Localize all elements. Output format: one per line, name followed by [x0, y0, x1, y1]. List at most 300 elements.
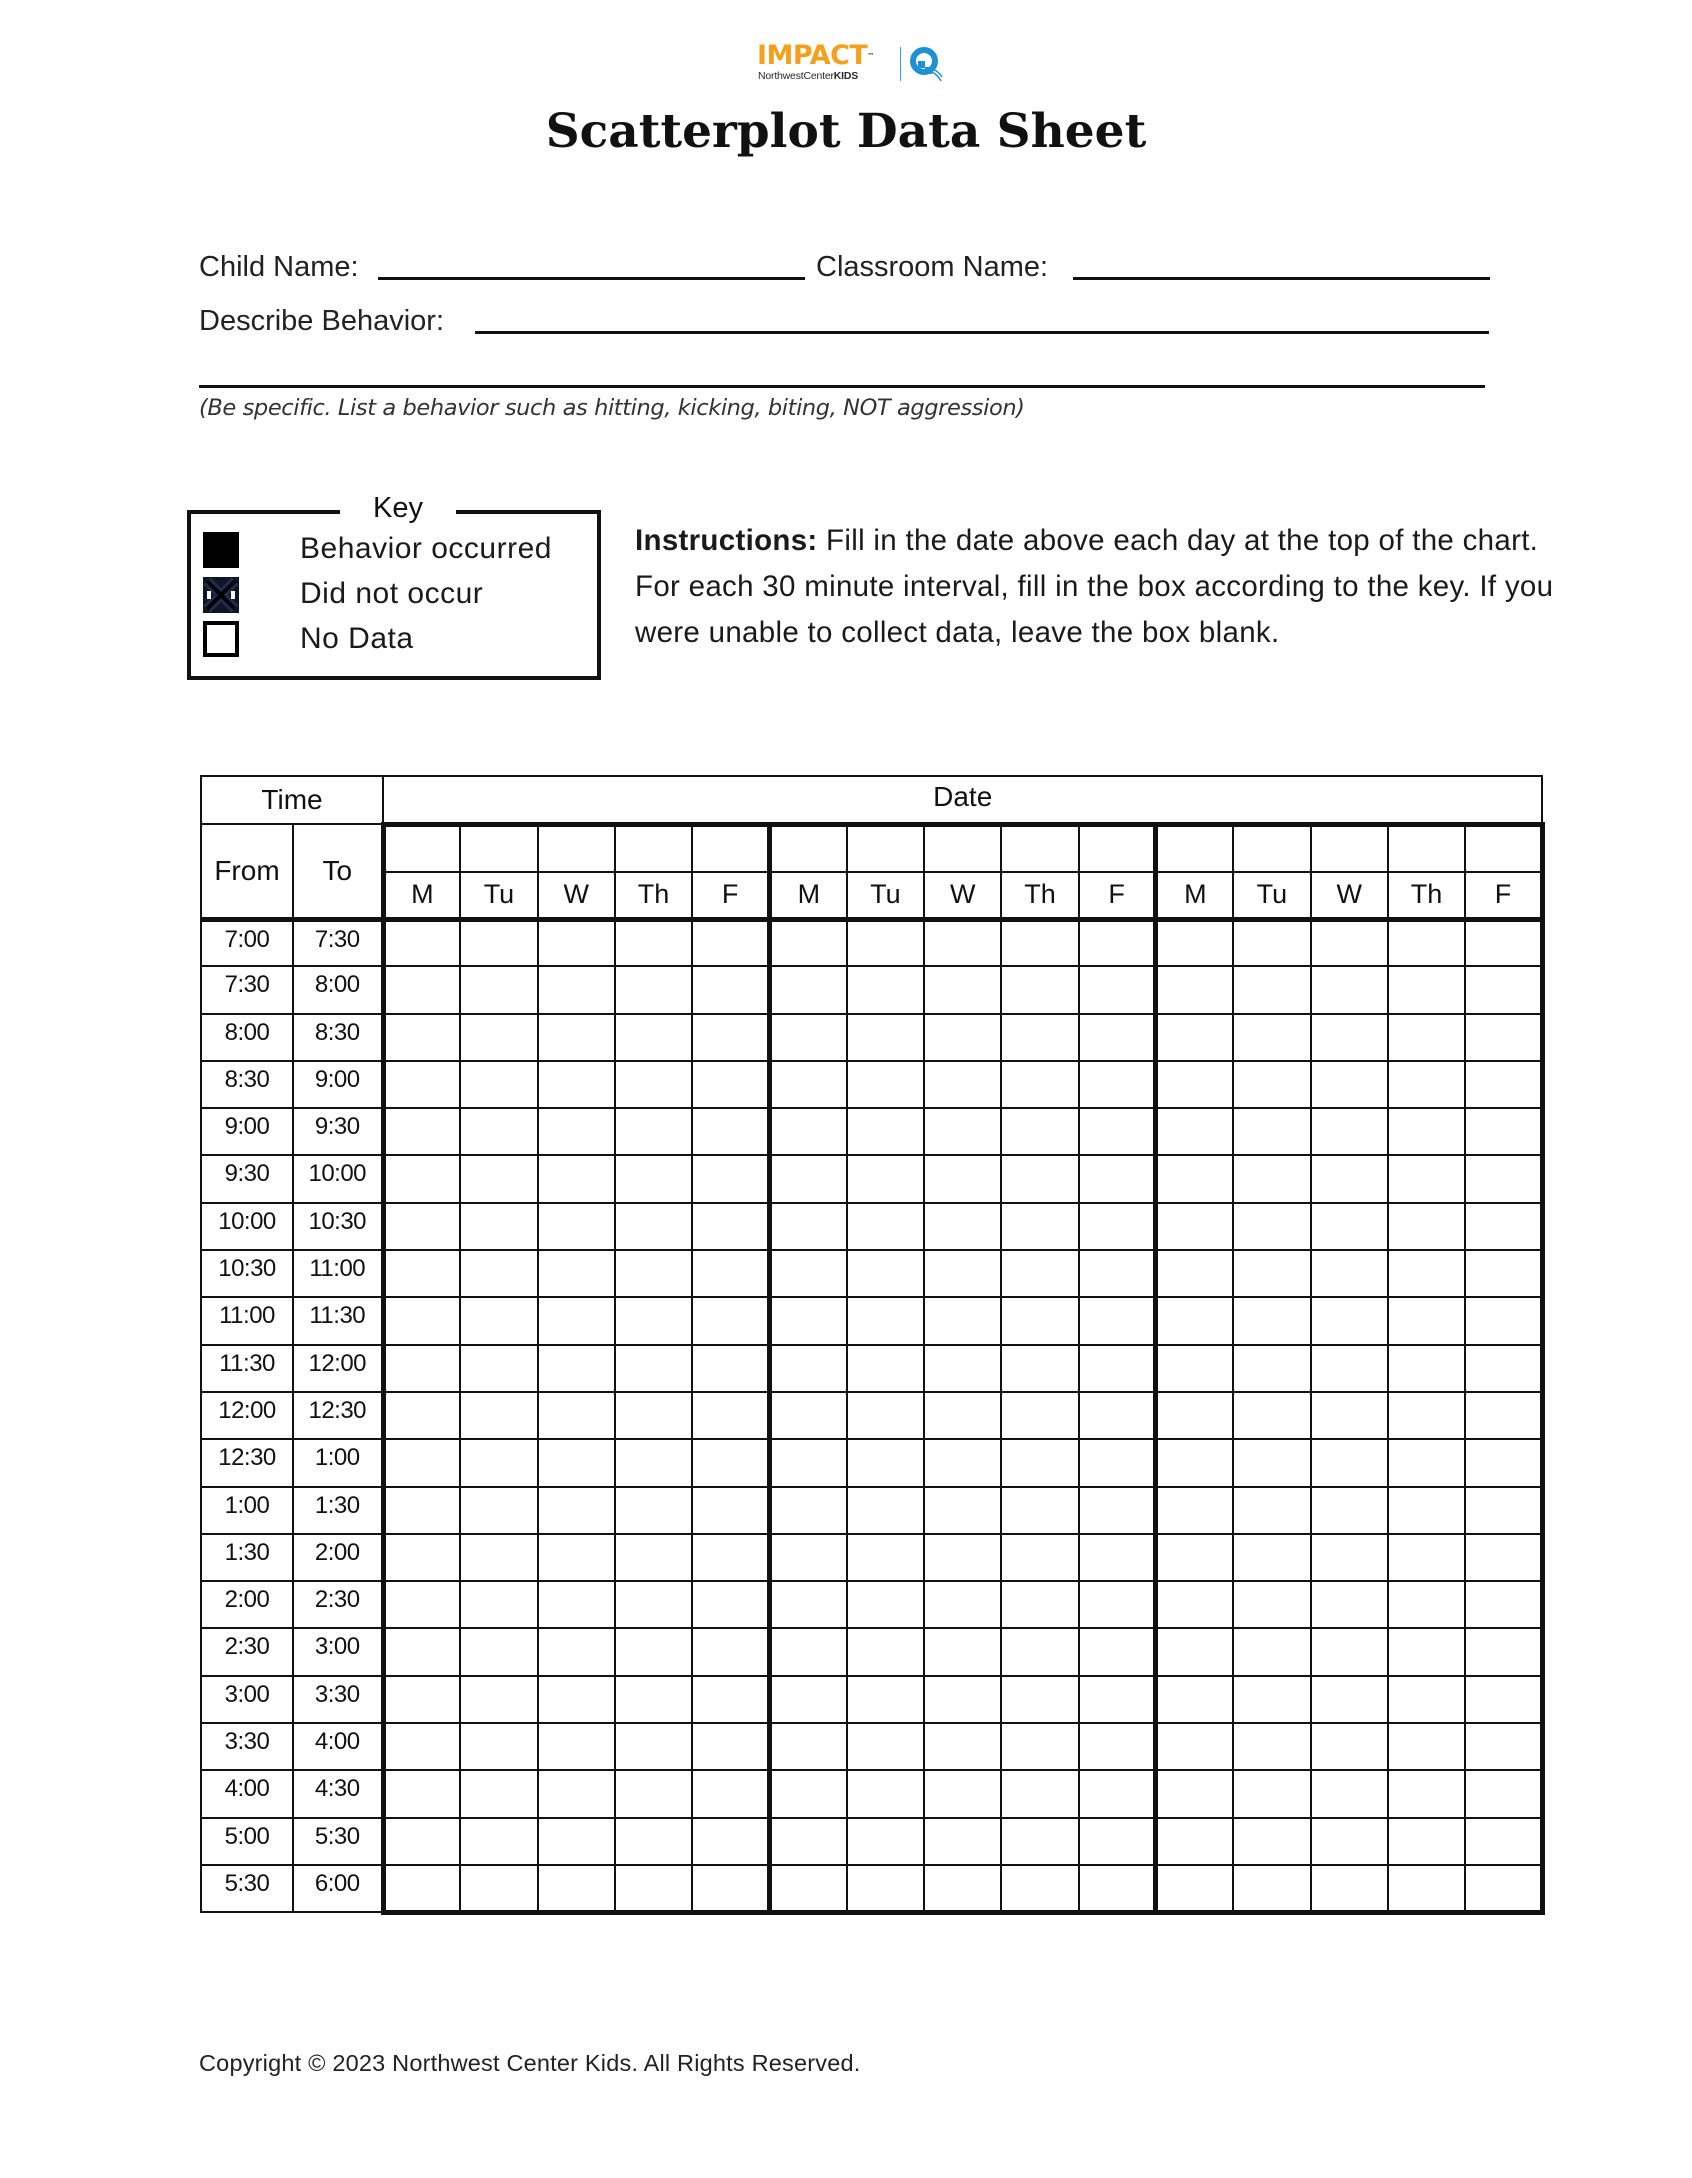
observation-cell[interactable]: [1233, 1061, 1310, 1108]
observation-cell[interactable]: [769, 1723, 846, 1770]
observation-cell[interactable]: [1001, 966, 1078, 1013]
observation-cell[interactable]: [1465, 1770, 1542, 1817]
observation-cell[interactable]: [460, 1581, 537, 1628]
observation-cell[interactable]: [460, 1345, 537, 1392]
observation-cell[interactable]: [538, 1770, 615, 1817]
observation-cell[interactable]: [1388, 1439, 1465, 1486]
observation-cell[interactable]: [769, 1203, 846, 1250]
observation-cell[interactable]: [847, 1581, 924, 1628]
observation-cell[interactable]: [615, 1392, 692, 1439]
observation-cell[interactable]: [1079, 1628, 1156, 1675]
observation-cell[interactable]: [1001, 1250, 1078, 1297]
observation-cell[interactable]: [924, 1014, 1001, 1061]
observation-cell[interactable]: [924, 1203, 1001, 1250]
observation-cell[interactable]: [1233, 1439, 1310, 1486]
observation-cell[interactable]: [1156, 1345, 1233, 1392]
observation-cell[interactable]: [615, 1203, 692, 1250]
date-entry-cell[interactable]: [383, 824, 460, 872]
observation-cell[interactable]: [1233, 1676, 1310, 1723]
observation-cell[interactable]: [538, 1061, 615, 1108]
observation-cell[interactable]: [1079, 966, 1156, 1013]
observation-cell[interactable]: [1388, 1392, 1465, 1439]
observation-cell[interactable]: [1233, 1203, 1310, 1250]
observation-cell[interactable]: [538, 1250, 615, 1297]
observation-cell[interactable]: [615, 1865, 692, 1912]
observation-cell[interactable]: [847, 1487, 924, 1534]
observation-cell[interactable]: [1465, 1676, 1542, 1723]
observation-cell[interactable]: [538, 1534, 615, 1581]
observation-cell[interactable]: [1079, 1534, 1156, 1581]
observation-cell[interactable]: [460, 1061, 537, 1108]
observation-cell[interactable]: [1079, 1865, 1156, 1912]
observation-cell[interactable]: [383, 1203, 460, 1250]
observation-cell[interactable]: [1079, 1392, 1156, 1439]
observation-cell[interactable]: [1156, 1676, 1233, 1723]
observation-cell[interactable]: [538, 919, 615, 966]
observation-cell[interactable]: [769, 1487, 846, 1534]
observation-cell[interactable]: [1001, 1534, 1078, 1581]
observation-cell[interactable]: [1388, 1297, 1465, 1344]
observation-cell[interactable]: [538, 1203, 615, 1250]
observation-cell[interactable]: [924, 1108, 1001, 1155]
observation-cell[interactable]: [692, 1297, 769, 1344]
observation-cell[interactable]: [1156, 1297, 1233, 1344]
observation-cell[interactable]: [1233, 1345, 1310, 1392]
observation-cell[interactable]: [383, 919, 460, 966]
observation-cell[interactable]: [1311, 1818, 1388, 1865]
observation-cell[interactable]: [1388, 1723, 1465, 1770]
observation-cell[interactable]: [1001, 1865, 1078, 1912]
observation-cell[interactable]: [1079, 1014, 1156, 1061]
observation-cell[interactable]: [1233, 1297, 1310, 1344]
observation-cell[interactable]: [383, 1297, 460, 1344]
observation-cell[interactable]: [692, 1250, 769, 1297]
observation-cell[interactable]: [383, 1392, 460, 1439]
observation-cell[interactable]: [615, 1014, 692, 1061]
observation-cell[interactable]: [460, 1439, 537, 1486]
observation-cell[interactable]: [1233, 1250, 1310, 1297]
observation-cell[interactable]: [383, 1770, 460, 1817]
date-entry-cell[interactable]: [924, 824, 1001, 872]
observation-cell[interactable]: [847, 1723, 924, 1770]
observation-cell[interactable]: [383, 1250, 460, 1297]
observation-cell[interactable]: [1233, 1770, 1310, 1817]
observation-cell[interactable]: [1233, 1723, 1310, 1770]
observation-cell[interactable]: [1233, 966, 1310, 1013]
observation-cell[interactable]: [1079, 1770, 1156, 1817]
observation-cell[interactable]: [1388, 1014, 1465, 1061]
observation-cell[interactable]: [1001, 1108, 1078, 1155]
observation-cell[interactable]: [1233, 1155, 1310, 1202]
observation-cell[interactable]: [769, 1534, 846, 1581]
observation-cell[interactable]: [1311, 1014, 1388, 1061]
observation-cell[interactable]: [847, 1108, 924, 1155]
observation-cell[interactable]: [847, 966, 924, 1013]
observation-cell[interactable]: [538, 1014, 615, 1061]
observation-cell[interactable]: [538, 966, 615, 1013]
observation-cell[interactable]: [924, 1297, 1001, 1344]
observation-cell[interactable]: [1156, 1534, 1233, 1581]
observation-cell[interactable]: [1388, 1581, 1465, 1628]
observation-cell[interactable]: [924, 1155, 1001, 1202]
observation-cell[interactable]: [383, 1723, 460, 1770]
observation-cell[interactable]: [692, 1676, 769, 1723]
observation-cell[interactable]: [615, 1534, 692, 1581]
observation-cell[interactable]: [769, 1676, 846, 1723]
observation-cell[interactable]: [847, 1865, 924, 1912]
observation-cell[interactable]: [383, 1534, 460, 1581]
observation-cell[interactable]: [615, 919, 692, 966]
observation-cell[interactable]: [1311, 1061, 1388, 1108]
observation-cell[interactable]: [769, 1345, 846, 1392]
observation-cell[interactable]: [460, 1818, 537, 1865]
observation-cell[interactable]: [1465, 1865, 1542, 1912]
date-entry-cell[interactable]: [1156, 824, 1233, 872]
observation-cell[interactable]: [615, 1818, 692, 1865]
observation-cell[interactable]: [460, 1628, 537, 1675]
observation-cell[interactable]: [1388, 1203, 1465, 1250]
observation-cell[interactable]: [615, 1250, 692, 1297]
observation-cell[interactable]: [1465, 1581, 1542, 1628]
observation-cell[interactable]: [769, 1155, 846, 1202]
observation-cell[interactable]: [615, 966, 692, 1013]
observation-cell[interactable]: [460, 919, 537, 966]
observation-cell[interactable]: [1233, 1865, 1310, 1912]
observation-cell[interactable]: [1311, 1203, 1388, 1250]
observation-cell[interactable]: [1311, 1723, 1388, 1770]
observation-cell[interactable]: [615, 1155, 692, 1202]
observation-cell[interactable]: [847, 1345, 924, 1392]
observation-cell[interactable]: [1079, 919, 1156, 966]
observation-cell[interactable]: [1156, 1061, 1233, 1108]
observation-cell[interactable]: [1465, 1723, 1542, 1770]
observation-cell[interactable]: [769, 1108, 846, 1155]
observation-cell[interactable]: [1233, 1818, 1310, 1865]
observation-cell[interactable]: [692, 919, 769, 966]
observation-cell[interactable]: [538, 1818, 615, 1865]
observation-cell[interactable]: [692, 1439, 769, 1486]
observation-cell[interactable]: [1465, 1250, 1542, 1297]
observation-cell[interactable]: [615, 1108, 692, 1155]
observation-cell[interactable]: [1079, 1155, 1156, 1202]
observation-cell[interactable]: [460, 1108, 537, 1155]
observation-cell[interactable]: [383, 1061, 460, 1108]
observation-cell[interactable]: [383, 1487, 460, 1534]
observation-cell[interactable]: [1001, 1487, 1078, 1534]
observation-cell[interactable]: [1001, 1155, 1078, 1202]
observation-cell[interactable]: [1079, 1345, 1156, 1392]
observation-cell[interactable]: [1079, 1676, 1156, 1723]
observation-cell[interactable]: [1311, 1676, 1388, 1723]
observation-cell[interactable]: [1465, 1155, 1542, 1202]
observation-cell[interactable]: [924, 1628, 1001, 1675]
observation-cell[interactable]: [692, 1628, 769, 1675]
observation-cell[interactable]: [615, 1345, 692, 1392]
observation-cell[interactable]: [460, 1297, 537, 1344]
observation-cell[interactable]: [1079, 1487, 1156, 1534]
observation-cell[interactable]: [1156, 919, 1233, 966]
observation-cell[interactable]: [1465, 1628, 1542, 1675]
observation-cell[interactable]: [924, 919, 1001, 966]
observation-cell[interactable]: [383, 1865, 460, 1912]
observation-cell[interactable]: [1311, 1865, 1388, 1912]
observation-cell[interactable]: [692, 1770, 769, 1817]
observation-cell[interactable]: [924, 1345, 1001, 1392]
observation-cell[interactable]: [924, 1676, 1001, 1723]
observation-cell[interactable]: [1388, 1108, 1465, 1155]
observation-cell[interactable]: [1156, 1439, 1233, 1486]
observation-cell[interactable]: [1156, 1203, 1233, 1250]
observation-cell[interactable]: [847, 1250, 924, 1297]
observation-cell[interactable]: [615, 1439, 692, 1486]
observation-cell[interactable]: [1079, 1439, 1156, 1486]
describe-behavior-field[interactable]: [475, 331, 1489, 334]
date-entry-cell[interactable]: [1233, 824, 1310, 872]
observation-cell[interactable]: [769, 1818, 846, 1865]
observation-cell[interactable]: [615, 1676, 692, 1723]
observation-cell[interactable]: [1388, 1770, 1465, 1817]
date-entry-cell[interactable]: [615, 824, 692, 872]
observation-cell[interactable]: [847, 1818, 924, 1865]
observation-cell[interactable]: [1001, 1203, 1078, 1250]
observation-cell[interactable]: [1156, 1723, 1233, 1770]
observation-cell[interactable]: [383, 1628, 460, 1675]
observation-cell[interactable]: [847, 1061, 924, 1108]
observation-cell[interactable]: [1388, 966, 1465, 1013]
observation-cell[interactable]: [1156, 1250, 1233, 1297]
observation-cell[interactable]: [769, 1770, 846, 1817]
observation-cell[interactable]: [847, 1014, 924, 1061]
observation-cell[interactable]: [1156, 1155, 1233, 1202]
observation-cell[interactable]: [538, 1676, 615, 1723]
observation-cell[interactable]: [847, 1203, 924, 1250]
observation-cell[interactable]: [1001, 1723, 1078, 1770]
observation-cell[interactable]: [1311, 1581, 1388, 1628]
observation-cell[interactable]: [1079, 1203, 1156, 1250]
observation-cell[interactable]: [1001, 1818, 1078, 1865]
observation-cell[interactable]: [692, 1818, 769, 1865]
date-entry-cell[interactable]: [538, 824, 615, 872]
observation-cell[interactable]: [1001, 1297, 1078, 1344]
observation-cell[interactable]: [1156, 1628, 1233, 1675]
observation-cell[interactable]: [1001, 1676, 1078, 1723]
observation-cell[interactable]: [769, 1628, 846, 1675]
observation-cell[interactable]: [538, 1439, 615, 1486]
observation-cell[interactable]: [538, 1155, 615, 1202]
observation-cell[interactable]: [1156, 966, 1233, 1013]
observation-cell[interactable]: [847, 1534, 924, 1581]
observation-cell[interactable]: [769, 1439, 846, 1486]
observation-cell[interactable]: [1233, 1487, 1310, 1534]
describe-behavior-field-line-2[interactable]: [199, 385, 1485, 388]
observation-cell[interactable]: [1079, 1581, 1156, 1628]
observation-cell[interactable]: [769, 1865, 846, 1912]
observation-cell[interactable]: [1465, 1487, 1542, 1534]
observation-cell[interactable]: [460, 1155, 537, 1202]
observation-cell[interactable]: [769, 1250, 846, 1297]
observation-cell[interactable]: [383, 1108, 460, 1155]
observation-cell[interactable]: [538, 1487, 615, 1534]
observation-cell[interactable]: [383, 1818, 460, 1865]
observation-cell[interactable]: [538, 1345, 615, 1392]
date-entry-cell[interactable]: [1311, 824, 1388, 872]
observation-cell[interactable]: [615, 1770, 692, 1817]
observation-cell[interactable]: [383, 1014, 460, 1061]
observation-cell[interactable]: [615, 1628, 692, 1675]
observation-cell[interactable]: [1001, 1439, 1078, 1486]
observation-cell[interactable]: [692, 1345, 769, 1392]
observation-cell[interactable]: [1311, 1297, 1388, 1344]
observation-cell[interactable]: [1233, 1581, 1310, 1628]
observation-cell[interactable]: [460, 966, 537, 1013]
observation-cell[interactable]: [1388, 1345, 1465, 1392]
observation-cell[interactable]: [847, 1439, 924, 1486]
observation-cell[interactable]: [460, 1014, 537, 1061]
observation-cell[interactable]: [1465, 1439, 1542, 1486]
date-entry-cell[interactable]: [1465, 824, 1542, 872]
observation-cell[interactable]: [615, 1061, 692, 1108]
observation-cell[interactable]: [1156, 1770, 1233, 1817]
observation-cell[interactable]: [538, 1628, 615, 1675]
observation-cell[interactable]: [538, 1108, 615, 1155]
observation-cell[interactable]: [769, 1581, 846, 1628]
observation-cell[interactable]: [538, 1723, 615, 1770]
observation-cell[interactable]: [924, 1487, 1001, 1534]
observation-cell[interactable]: [1001, 1345, 1078, 1392]
observation-cell[interactable]: [1233, 1534, 1310, 1581]
observation-cell[interactable]: [1388, 1628, 1465, 1675]
observation-cell[interactable]: [1465, 1108, 1542, 1155]
date-entry-cell[interactable]: [1001, 824, 1078, 872]
observation-cell[interactable]: [383, 1345, 460, 1392]
date-entry-cell[interactable]: [692, 824, 769, 872]
observation-cell[interactable]: [1233, 1014, 1310, 1061]
observation-cell[interactable]: [460, 1534, 537, 1581]
observation-cell[interactable]: [1311, 1392, 1388, 1439]
observation-cell[interactable]: [847, 1155, 924, 1202]
observation-cell[interactable]: [1311, 1108, 1388, 1155]
observation-cell[interactable]: [538, 1392, 615, 1439]
observation-cell[interactable]: [1388, 1487, 1465, 1534]
observation-cell[interactable]: [1079, 1061, 1156, 1108]
date-entry-cell[interactable]: [769, 824, 846, 872]
observation-cell[interactable]: [924, 1439, 1001, 1486]
observation-cell[interactable]: [1465, 1392, 1542, 1439]
date-entry-cell[interactable]: [1388, 824, 1465, 872]
observation-cell[interactable]: [847, 919, 924, 966]
observation-cell[interactable]: [460, 1392, 537, 1439]
observation-cell[interactable]: [924, 1392, 1001, 1439]
observation-cell[interactable]: [769, 1392, 846, 1439]
observation-cell[interactable]: [615, 1723, 692, 1770]
observation-cell[interactable]: [924, 1581, 1001, 1628]
date-entry-cell[interactable]: [460, 824, 537, 872]
observation-cell[interactable]: [1311, 919, 1388, 966]
observation-cell[interactable]: [383, 1581, 460, 1628]
observation-cell[interactable]: [460, 1865, 537, 1912]
observation-cell[interactable]: [460, 1676, 537, 1723]
observation-cell[interactable]: [615, 1297, 692, 1344]
observation-cell[interactable]: [692, 1392, 769, 1439]
observation-cell[interactable]: [1388, 1676, 1465, 1723]
date-entry-cell[interactable]: [1079, 824, 1156, 872]
observation-cell[interactable]: [1388, 1155, 1465, 1202]
observation-cell[interactable]: [847, 1676, 924, 1723]
observation-cell[interactable]: [1465, 919, 1542, 966]
observation-cell[interactable]: [1311, 1487, 1388, 1534]
observation-cell[interactable]: [383, 1155, 460, 1202]
observation-cell[interactable]: [1156, 1818, 1233, 1865]
observation-cell[interactable]: [1311, 1534, 1388, 1581]
observation-cell[interactable]: [769, 1297, 846, 1344]
observation-cell[interactable]: [1465, 1203, 1542, 1250]
observation-cell[interactable]: [847, 1770, 924, 1817]
observation-cell[interactable]: [692, 1865, 769, 1912]
observation-cell[interactable]: [924, 1818, 1001, 1865]
observation-cell[interactable]: [1233, 1392, 1310, 1439]
observation-cell[interactable]: [847, 1628, 924, 1675]
observation-cell[interactable]: [1001, 1392, 1078, 1439]
observation-cell[interactable]: [1388, 1818, 1465, 1865]
observation-cell[interactable]: [1001, 1061, 1078, 1108]
observation-cell[interactable]: [1156, 1108, 1233, 1155]
observation-cell[interactable]: [692, 1534, 769, 1581]
observation-cell[interactable]: [692, 1203, 769, 1250]
observation-cell[interactable]: [692, 1108, 769, 1155]
observation-cell[interactable]: [1465, 1297, 1542, 1344]
observation-cell[interactable]: [692, 1581, 769, 1628]
observation-cell[interactable]: [1079, 1250, 1156, 1297]
date-entry-cell[interactable]: [847, 824, 924, 872]
observation-cell[interactable]: [1465, 1345, 1542, 1392]
observation-cell[interactable]: [1156, 1014, 1233, 1061]
observation-cell[interactable]: [1001, 919, 1078, 966]
observation-cell[interactable]: [924, 1770, 1001, 1817]
observation-cell[interactable]: [1465, 1534, 1542, 1581]
observation-cell[interactable]: [1465, 1061, 1542, 1108]
observation-cell[interactable]: [1079, 1108, 1156, 1155]
child-name-field[interactable]: [378, 277, 805, 280]
observation-cell[interactable]: [1079, 1297, 1156, 1344]
observation-cell[interactable]: [924, 1061, 1001, 1108]
observation-cell[interactable]: [847, 1297, 924, 1344]
observation-cell[interactable]: [615, 1487, 692, 1534]
observation-cell[interactable]: [1156, 1581, 1233, 1628]
observation-cell[interactable]: [1311, 1439, 1388, 1486]
observation-cell[interactable]: [1311, 1345, 1388, 1392]
observation-cell[interactable]: [692, 1061, 769, 1108]
observation-cell[interactable]: [1001, 1581, 1078, 1628]
observation-cell[interactable]: [1465, 1818, 1542, 1865]
observation-cell[interactable]: [1311, 1770, 1388, 1817]
observation-cell[interactable]: [1311, 1628, 1388, 1675]
observation-cell[interactable]: [1311, 1155, 1388, 1202]
observation-cell[interactable]: [847, 1392, 924, 1439]
observation-cell[interactable]: [1465, 966, 1542, 1013]
observation-cell[interactable]: [1311, 966, 1388, 1013]
observation-cell[interactable]: [1233, 919, 1310, 966]
observation-cell[interactable]: [460, 1770, 537, 1817]
observation-cell[interactable]: [460, 1250, 537, 1297]
observation-cell[interactable]: [1233, 1108, 1310, 1155]
observation-cell[interactable]: [769, 1014, 846, 1061]
observation-cell[interactable]: [1233, 1628, 1310, 1675]
observation-cell[interactable]: [924, 1250, 1001, 1297]
observation-cell[interactable]: [1388, 1534, 1465, 1581]
observation-cell[interactable]: [1388, 1865, 1465, 1912]
observation-cell[interactable]: [1388, 1061, 1465, 1108]
observation-cell[interactable]: [924, 1865, 1001, 1912]
